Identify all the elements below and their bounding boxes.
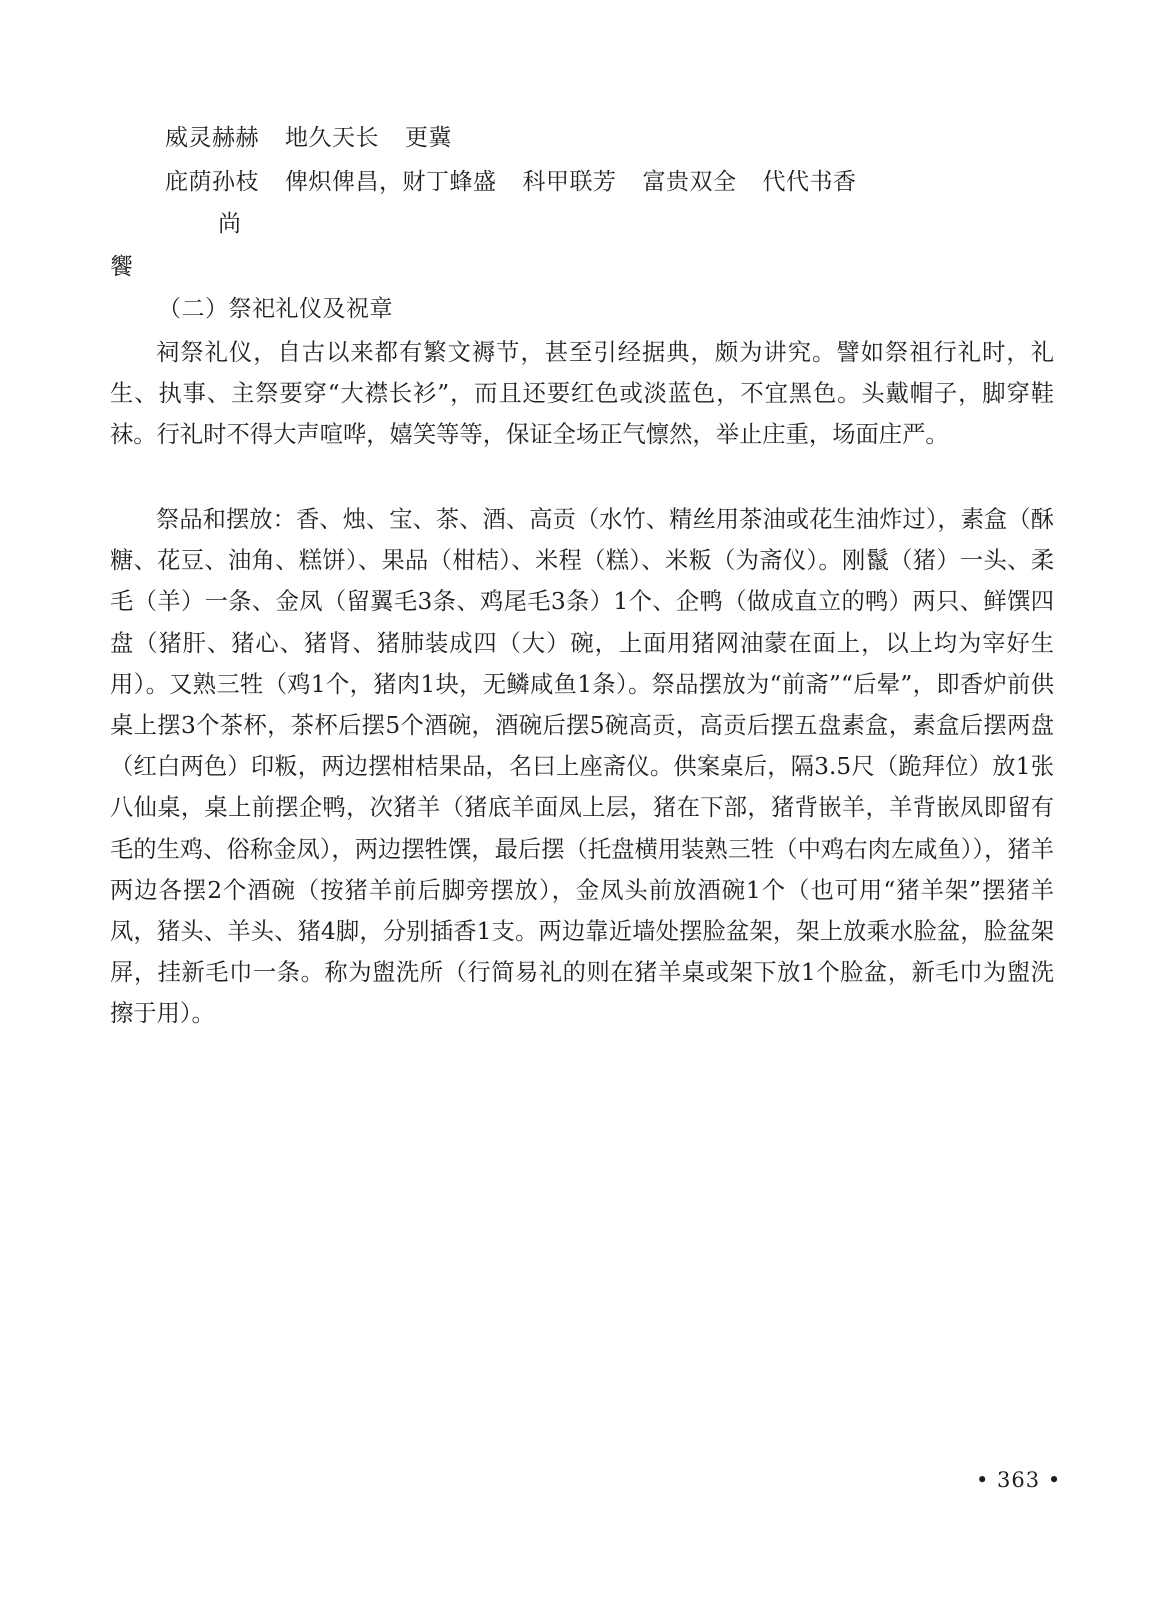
verse-line-2 bbox=[165, 168, 857, 196]
verse-phrase: 科甲联芳 bbox=[522, 169, 617, 195]
verse-phrase: 更冀 bbox=[405, 125, 452, 151]
verse-line-1 bbox=[165, 124, 452, 152]
verse-phrase: 代代书香 bbox=[762, 169, 857, 195]
verse-phrase: 富贵双全 bbox=[642, 169, 737, 195]
verse-phrase: 威灵赫赫 bbox=[165, 125, 259, 151]
paragraph-ritual-etiquette: 祠祭礼仪，自古以来都有繁文褥节，甚至引经据典，颇为讲究。譬如祭祖行礼时，礼生、执事、主祭要穿“大襟长衫”，而且还要红色或淡蓝色，不宜黑色。头戴帽子，脚穿鞋袜。行礼时不得大声喧哗，嬉笑等等，保证全场正气懔然，举止庄重，场面庄严。 bbox=[110, 339, 1054, 449]
page-number: • 363 • bbox=[976, 1468, 1062, 1492]
verse-phrase: 地久天长 bbox=[285, 125, 379, 151]
verse-phrase: 俾炽俾昌，财丁蜂盛 bbox=[285, 169, 497, 195]
verse-phrase: 庇荫孙枝 bbox=[165, 169, 259, 195]
paragraph-offerings: 祭品和摆放：香、烛、宝、茶、酒、高贡（水竹、精丝用茶油或花生油炸过），素盒（酥糖、花豆、油角、糕饼）、果品（柑桔）、米程（糕）、米粄（为斋仪）。刚鬣（猪）一头、柔毛（羊）一条、金凤（留翼毛3条、鸡尾毛3条）1个、企鸭（做成直立的鸭）两只、鲜馔四盘（猪肝、猪心、猪肾、猪肺装成四（大）碗，上面用猪网油蒙在面上，以上均为宰好生用）。又熟三牲（鸡1个，猪肉1块，无鳞咸鱼1条）。祭品摆放为“前斋”“后晕”，即香炉前供桌上摆3个茶杯，茶杯后摆5个酒碗，酒碗后摆5碗高贡，高贡后摆五盘素盒，素盒后摆两盘（红白两色）印粄，两边摆柑桔果品，名曰上座斋仪。供案桌后，隔3.5尺（跪拜位）放1张八仙桌，桌上前摆企鸭，次猪羊（猪底羊面凤上层，猪在下部，猪背嵌羊，羊背嵌凤即留有毛的生鸡、俗称金凤），两边摆牲馔，最后摆（托盘横用装熟三牲（中鸡右肉左咸鱼）），猪羊两边各摆2个酒碗（按猪羊前后脚旁摆放），金凤头前放酒碗1个（也可用“猪羊架”摆猪羊凤，猪头、羊头、猪4脚，分别插香1支。两边靠近墙处摆脸盆架，架上放乘水脸盆，脸盆架屏，挂新毛巾一条。称为盥洗所（行简易礼的则在猪羊桌或架下放1个脸盆，新毛巾为盥洗擦于用）。 bbox=[110, 506, 1054, 1028]
section-heading: （二）祭祀礼仪及祝章 bbox=[158, 296, 393, 322]
shang-text: 尚 bbox=[218, 211, 242, 237]
xiang-text: 饗 bbox=[110, 254, 134, 280]
